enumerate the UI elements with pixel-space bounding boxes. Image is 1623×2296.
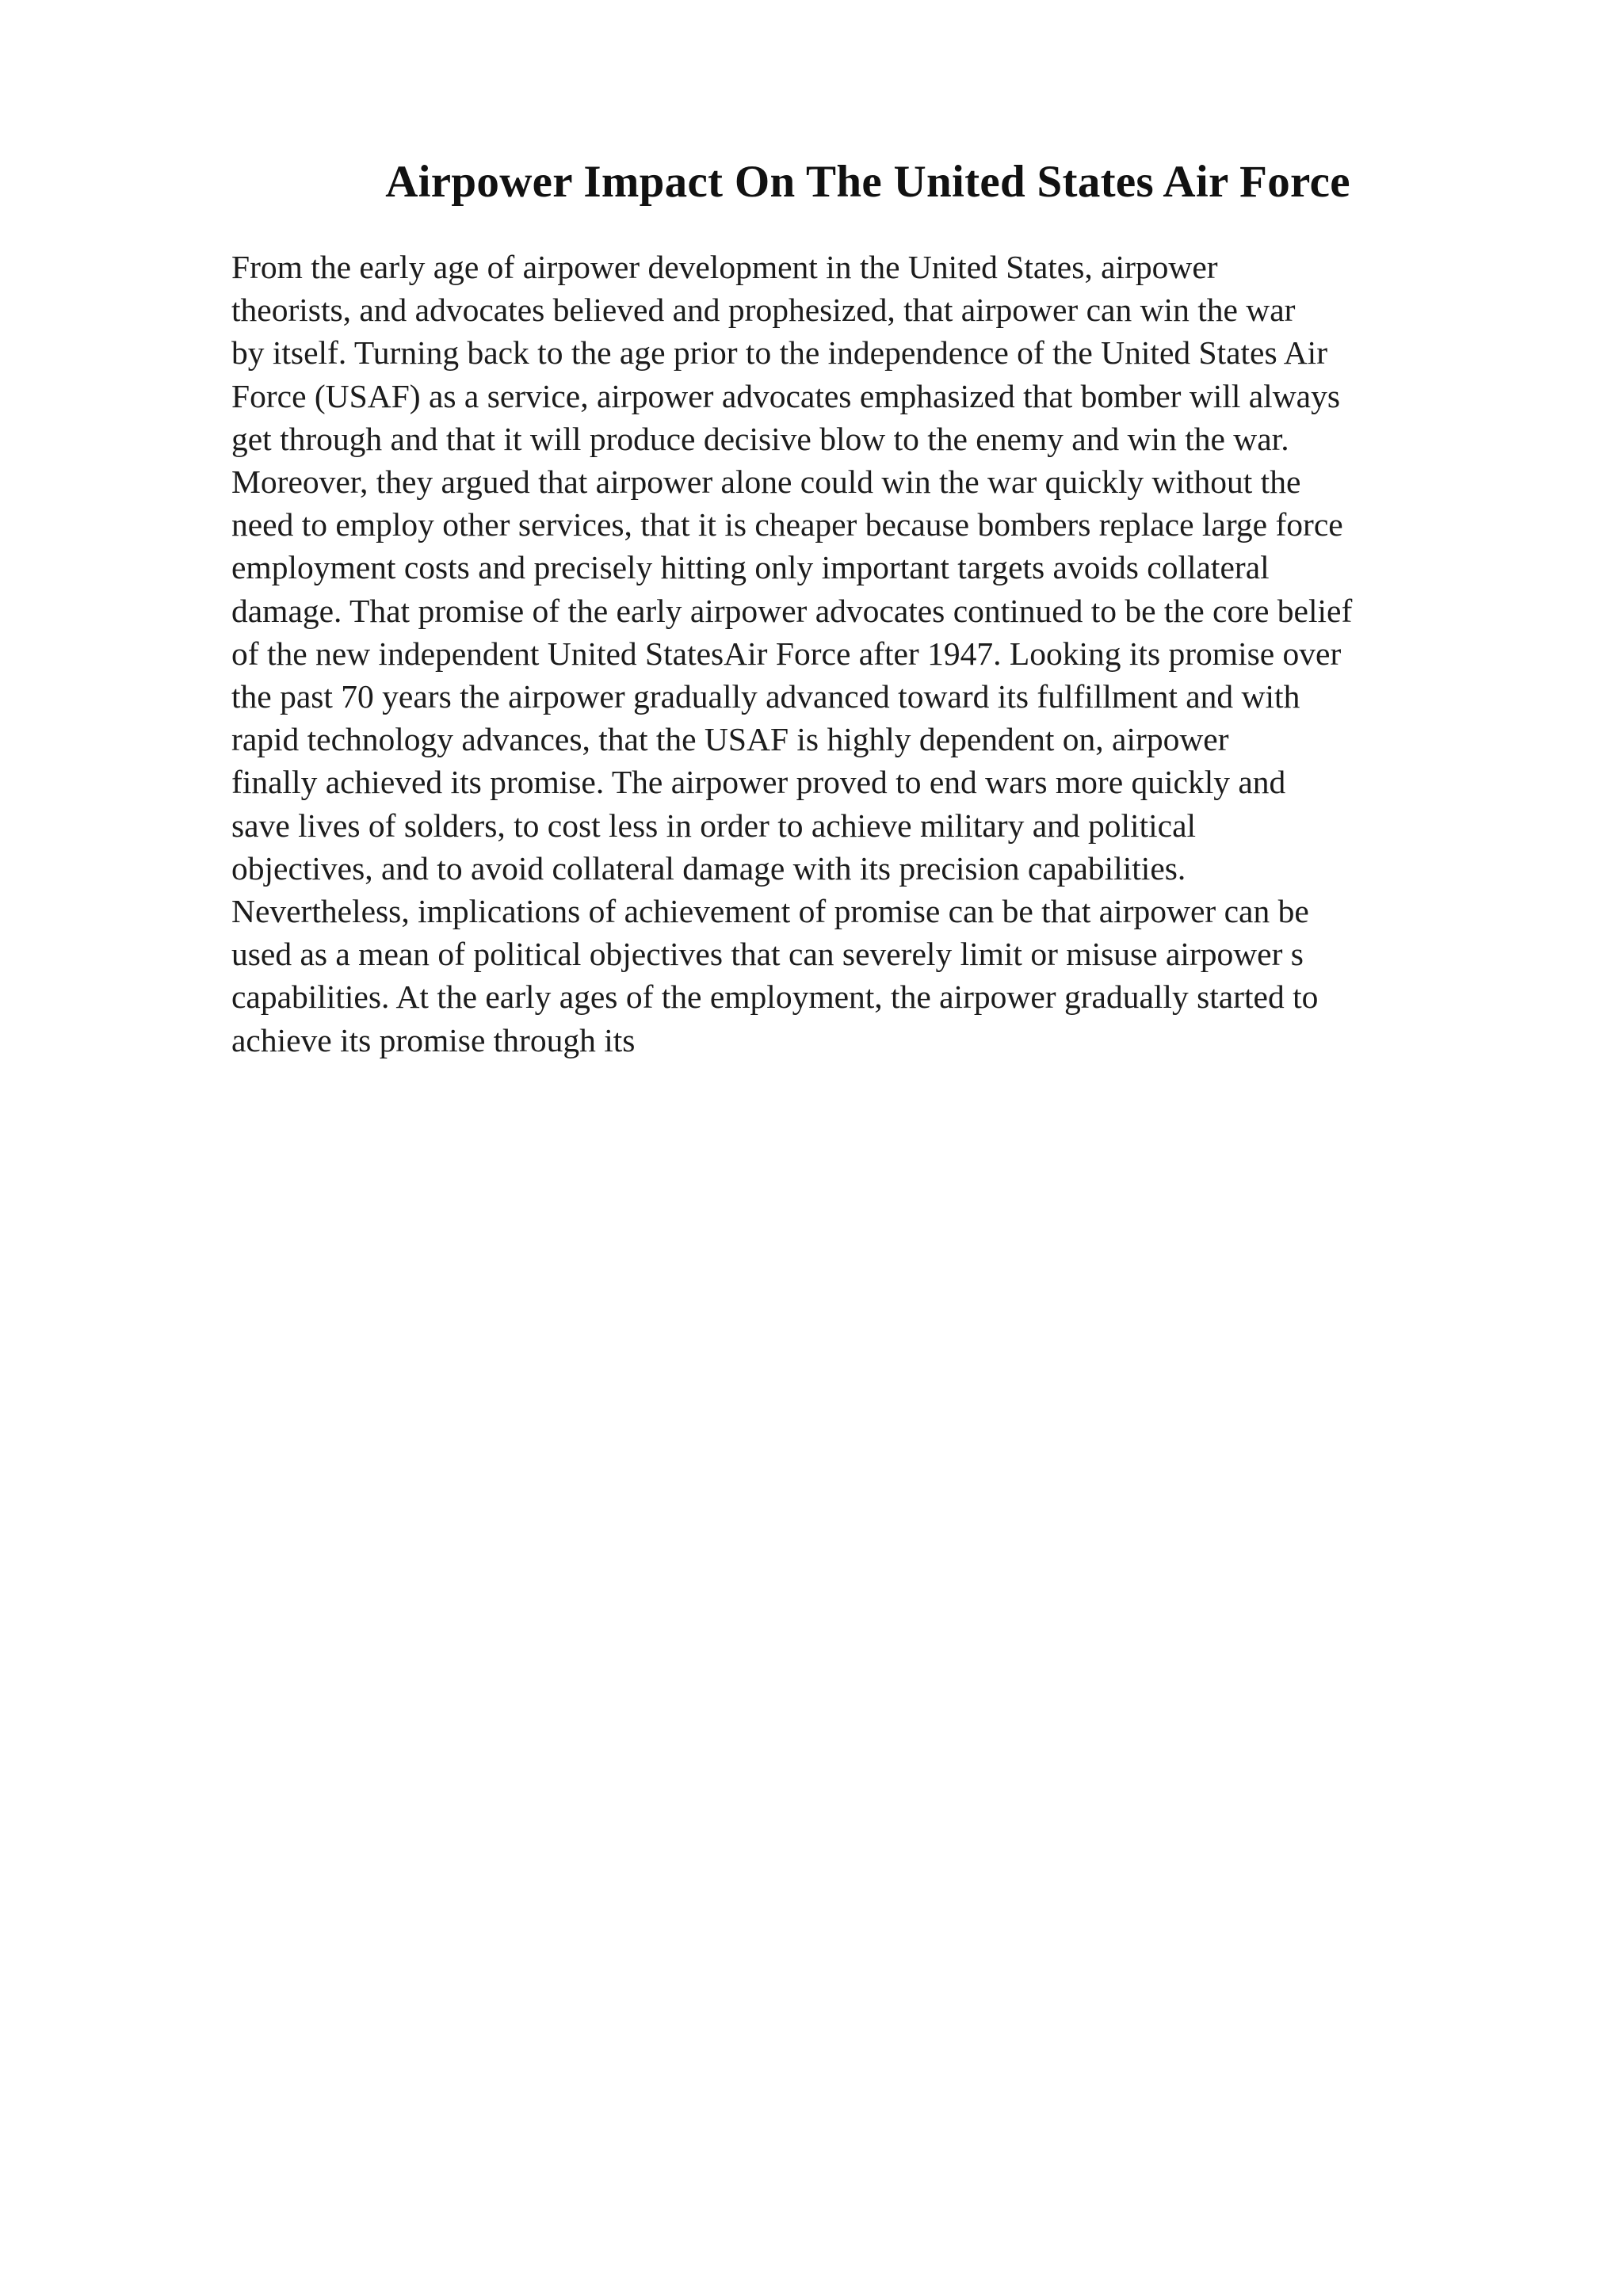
body-line: finally achieved its promise. The airpower proved to end wars more quickly and (231, 764, 1286, 801)
body-line: of the new independent United StatesAir Force after 1947. Looking its promise over (231, 635, 1342, 672)
body-line: From the early age of airpower development in the United States, airpower (231, 249, 1218, 285)
body-line: damage. That promise of the early airpower advocates continued to be the core belief (231, 592, 1353, 629)
body-line: rapid technology advances, that the USAF is highly dependent on, airpower (231, 721, 1229, 758)
body-line: Force (USAF) as a service, airpower advocates emphasized that bomber will always (231, 377, 1341, 414)
body-line: need to employ other services, that it is cheaper because bombers replace large force (231, 506, 1343, 543)
body-line: save lives of solders, to cost less in order to achieve military and political (231, 807, 1197, 844)
body-line: by itself. Turning back to the age prior to the independence of the United States Air (231, 334, 1328, 372)
document-title: Airpower Impact On The United States Air Force (385, 157, 1350, 207)
body-line: get through and that it will produce decisive blow to the enemy and win the war. (231, 420, 1289, 457)
body-line: objectives, and to avoid collateral damage with its precision capabilities. (231, 849, 1186, 887)
document-body (231, 246, 1531, 1062)
body-line: the past 70 years the airpower gradually advanced toward its fulfillment and with (231, 678, 1300, 715)
body-line: used as a mean of political objectives that can severely limit or misuse airpower s (231, 936, 1304, 973)
body-line: achieve its promise through its (231, 1021, 636, 1058)
body-line: employment costs and precisely hitting only important targets avoids collateral (231, 549, 1270, 586)
body-line: Nevertheless, implications of achievement of promise can be that airpower can be (231, 893, 1309, 930)
body-line: capabilities. At the early ages of the employment, the airpower gradually started to (231, 978, 1319, 1016)
body-line: Moreover, they argued that airpower alone could win the war quickly without the (231, 463, 1301, 501)
body-line: theorists, and advocates believed and prophesized, that airpower can win the war (231, 292, 1296, 329)
